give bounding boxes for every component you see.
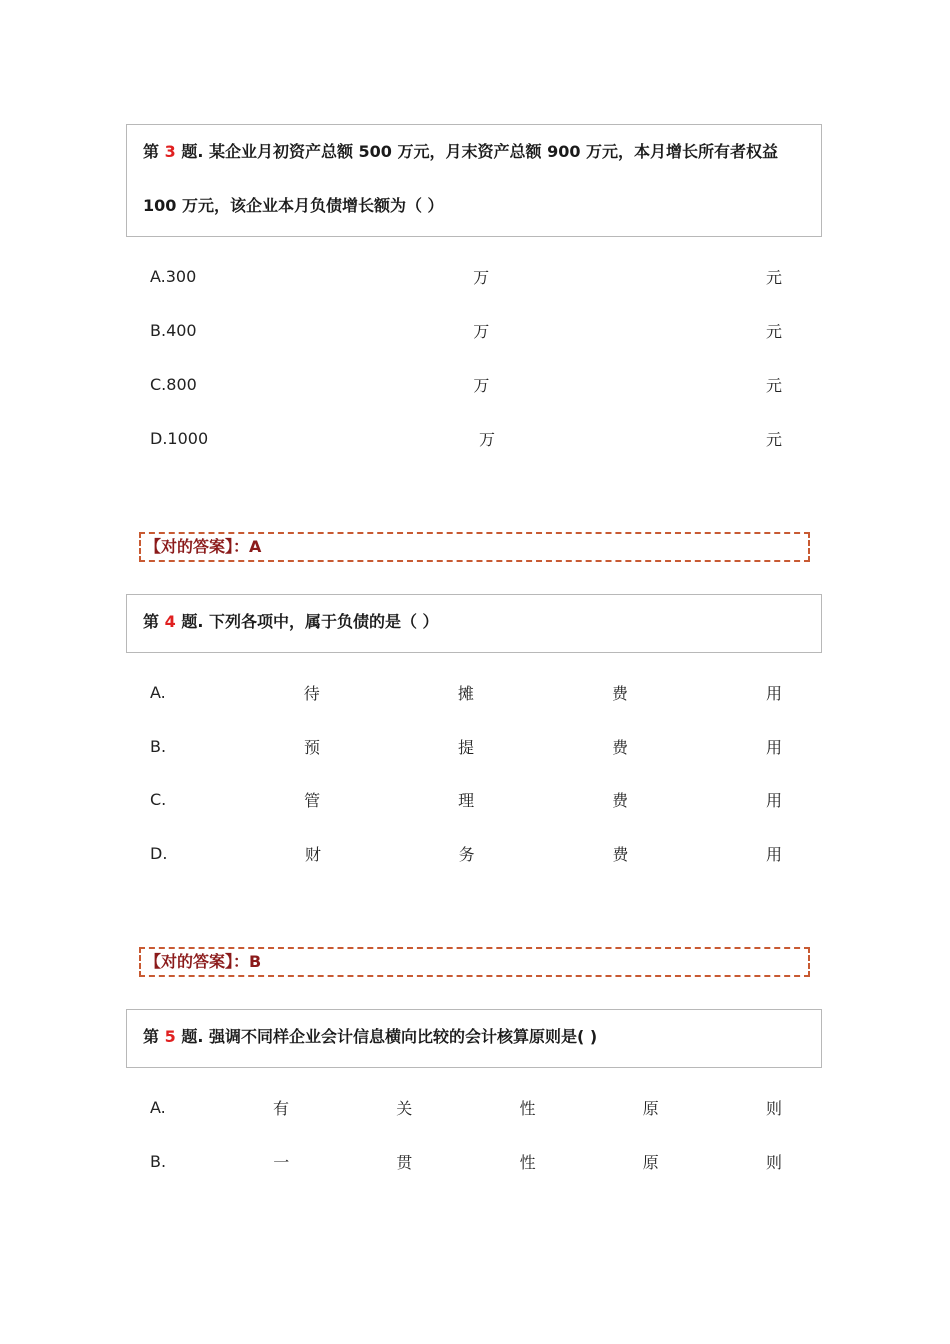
option-char: 用	[765, 683, 782, 703]
option-row[interactable]	[150, 841, 782, 865]
option-label: B.400	[150, 320, 197, 340]
question-5-box	[126, 1009, 822, 1068]
option-row[interactable]	[150, 680, 782, 704]
question-4-line-1	[143, 595, 805, 649]
question-3-box	[126, 124, 822, 237]
option-char: 费	[612, 737, 629, 757]
question-text: 题. 强调不同样企业会计信息横向比较的会计核算原则是( )	[181, 1027, 598, 1046]
option-row[interactable]	[150, 426, 782, 450]
option-label: A.300	[150, 266, 197, 286]
option-row[interactable]	[150, 1149, 782, 1173]
option-char: 费	[612, 844, 629, 864]
option-char: 万	[473, 267, 490, 287]
option-row[interactable]	[150, 787, 782, 811]
option-label: A.	[150, 682, 166, 702]
question-5-line-1	[143, 1010, 805, 1064]
option-char: 管	[304, 790, 321, 810]
option-char: 理	[458, 790, 475, 810]
option-char: 性	[519, 1152, 536, 1172]
option-char: 费	[612, 790, 629, 810]
option-char: 则	[765, 1152, 782, 1172]
option-label: C.800	[150, 374, 197, 394]
question-number: 3	[164, 142, 176, 161]
option-char: 用	[765, 790, 782, 810]
question-3-line-2: 100 万元，该企业本月负债增长额为（ ）	[143, 196, 444, 215]
question-prefix: 第	[143, 612, 160, 631]
question-3-line-1	[143, 125, 805, 179]
option-label: D.	[150, 843, 168, 863]
option-row[interactable]	[150, 734, 782, 758]
option-char: 有	[272, 1098, 289, 1118]
option-char: 元	[765, 429, 782, 449]
option-char: 原	[642, 1098, 659, 1118]
question-prefix: 第	[143, 142, 160, 161]
option-label: C.	[150, 789, 167, 809]
option-char: 费	[611, 683, 628, 703]
option-char: 元	[765, 267, 782, 287]
option-row[interactable]	[150, 318, 782, 342]
option-char: 待	[303, 683, 320, 703]
option-char: 关	[396, 1098, 413, 1118]
answer-box-3: 【对的答案】：A	[139, 532, 810, 562]
question-text: 题. 下列各项中，属于负债的是（ ）	[181, 612, 439, 631]
option-char: 万	[473, 321, 490, 341]
option-label: B.	[150, 736, 167, 756]
option-char: 元	[765, 375, 782, 395]
question-prefix: 第	[143, 1027, 160, 1046]
option-char: 财	[305, 844, 322, 864]
option-char: 原	[642, 1152, 659, 1172]
question-number: 4	[164, 612, 176, 631]
option-row[interactable]	[150, 264, 782, 288]
question-text: 题. 某企业月初资产总额 500 万元，月末资产总额 900 万元，本月增长所有者权益	[181, 142, 779, 161]
option-row[interactable]	[150, 1095, 782, 1119]
option-char: 贯	[396, 1152, 413, 1172]
option-char: 摊	[457, 683, 474, 703]
answer-box-4: 【对的答案】：B	[139, 947, 810, 977]
option-char: 万	[479, 429, 496, 449]
option-label: A.	[150, 1097, 166, 1117]
option-char: 用	[765, 737, 782, 757]
option-label: B.	[150, 1151, 167, 1171]
option-char: 万	[473, 375, 490, 395]
option-char: 元	[765, 321, 782, 341]
option-char: 预	[304, 737, 321, 757]
option-char: 性	[519, 1098, 536, 1118]
option-char: 一	[273, 1152, 290, 1172]
question-4-box	[126, 594, 822, 653]
question-number: 5	[164, 1027, 176, 1046]
option-char: 务	[458, 844, 475, 864]
option-char: 用	[765, 844, 782, 864]
option-label: D.1000	[150, 428, 209, 448]
option-char: 则	[765, 1098, 782, 1118]
option-char: 提	[458, 737, 475, 757]
option-row[interactable]	[150, 372, 782, 396]
